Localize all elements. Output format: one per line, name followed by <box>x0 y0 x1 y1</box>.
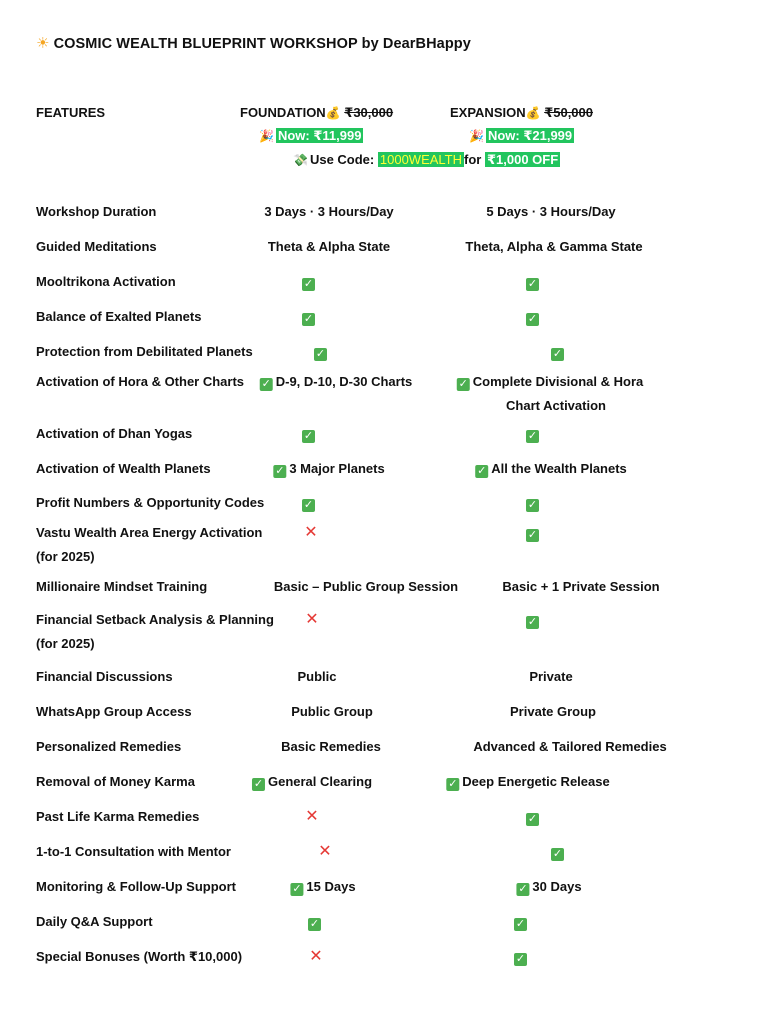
feature-label: Millionaire Mindset Training <box>36 579 208 594</box>
feature-label: Activation of Hora & Other Charts <box>36 374 245 389</box>
expansion-value: Private <box>529 669 573 684</box>
foundation-plan-header <box>240 105 393 121</box>
foundation-value: Basic Remedies <box>281 739 381 754</box>
check-icon: ✓ <box>527 278 538 290</box>
foundation-cell <box>305 809 318 825</box>
foundation-cell <box>302 309 318 326</box>
check-icon: ✓ <box>303 499 314 511</box>
check-icon: ✓ <box>253 778 264 790</box>
foundation-cell <box>302 495 318 512</box>
foundation-value: D-9, D-10, D-30 Charts <box>275 374 413 389</box>
feature-label: Special Bonuses (Worth ₹10,000) <box>36 949 243 964</box>
check-icon: ✓ <box>515 918 526 930</box>
feature-label: Daily Q&A Support <box>36 914 153 929</box>
expansion-cell <box>526 426 542 443</box>
foundation-cell <box>268 239 390 254</box>
cross-icon: ✕ <box>309 948 323 965</box>
check-icon: ✓ <box>527 499 538 511</box>
foundation-value: Basic – Public Group Session <box>273 579 459 594</box>
feature-label: Past Life Karma Remedies <box>36 809 200 824</box>
expansion-cell <box>526 309 542 326</box>
foundation-cell <box>305 612 318 628</box>
expansion-cell <box>457 374 643 391</box>
feature-label: Removal of Money Karma <box>36 774 195 789</box>
check-icon: ✓ <box>552 848 563 860</box>
expansion-cell <box>514 914 530 931</box>
foundation-cell <box>264 204 393 219</box>
promo-code-line: 💸 Use Code: 1000WEALTH for ₹1,000 OFF <box>293 152 559 167</box>
expansion-cell <box>475 461 627 478</box>
expansion-value: Advanced & Tailored Remedies <box>473 739 667 754</box>
check-icon: ✓ <box>527 813 538 825</box>
expansion-cell <box>465 239 642 254</box>
foundation-old-price: ₹30,000 <box>344 105 394 120</box>
expansion-cell <box>486 204 615 219</box>
check-icon: ✓ <box>275 465 285 477</box>
feature-label: Protection from Debilitated Planets <box>36 344 253 359</box>
expansion-cell <box>510 704 596 719</box>
feature-label: Guided Meditations <box>36 239 157 254</box>
features-header: FEATURES <box>36 105 106 120</box>
feature-label: 1-to-1 Consultation with Mentor <box>36 844 231 859</box>
check-icon: ✓ <box>552 348 563 360</box>
expansion-cell <box>526 612 542 629</box>
promo-discount: ₹1,000 OFF <box>486 152 559 167</box>
page-title: ☀ COSMIC WEALTH BLUEPRINT WORKSHOP by DearBHappy <box>36 35 471 52</box>
expansion-cell <box>526 274 542 291</box>
expansion-plan-header <box>450 105 593 121</box>
check-icon: ✓ <box>303 430 314 442</box>
feature-label: WhatsApp Group Access <box>36 704 192 719</box>
feature-label-line2: (for 2025) <box>36 636 95 651</box>
feature-label: Financial Setback Analysis & Planning <box>36 612 274 627</box>
expansion-value: All the Wealth Planets <box>491 461 627 476</box>
foundation-value: General Clearing <box>267 774 373 789</box>
check-icon: ✓ <box>303 278 314 290</box>
expansion-old-price: ₹50,000 <box>544 105 593 120</box>
party-popper-icon: 🎉 <box>259 129 274 143</box>
foundation-cell <box>252 774 372 791</box>
foundation-cell <box>314 344 330 361</box>
foundation-cell <box>318 844 331 860</box>
cross-icon: ✕ <box>318 843 332 860</box>
expansion-now-price: 🎉 Now: ₹21,999 <box>469 128 573 143</box>
cross-icon: ✕ <box>305 611 319 628</box>
foundation-value: Public Group <box>291 704 373 719</box>
check-icon: ✓ <box>527 430 538 442</box>
promo-code: 1000WEALTH <box>379 152 463 167</box>
expansion-value: Complete Divisional & Hora <box>472 374 644 389</box>
foundation-cell <box>297 669 336 684</box>
feature-label: Activation of Dhan Yogas <box>36 426 193 441</box>
money-bag-icon: 💰 <box>525 106 541 120</box>
money-with-wings-icon: 💸 <box>293 153 308 167</box>
expansion-cell <box>514 949 530 966</box>
expansion-plan-name: EXPANSION <box>450 105 526 120</box>
foundation-cell <box>281 739 381 754</box>
cross-icon: ✕ <box>305 808 319 825</box>
check-icon: ✓ <box>527 529 538 541</box>
check-icon: ✓ <box>292 883 302 895</box>
foundation-cell <box>260 374 413 391</box>
check-icon: ✓ <box>315 348 326 360</box>
check-icon: ✓ <box>448 778 458 790</box>
expansion-cell <box>526 525 542 542</box>
expansion-value: Deep Energetic Release <box>462 774 610 789</box>
feature-label: Balance of Exalted Planets <box>36 309 202 324</box>
foundation-cell <box>302 274 318 291</box>
feature-label: Financial Discussions <box>36 669 173 684</box>
foundation-value: Public <box>297 669 337 684</box>
feature-label-line2: (for 2025) <box>36 549 95 564</box>
foundation-cell <box>302 426 318 443</box>
money-bag-icon: 💰 <box>325 106 341 120</box>
feature-label: Vastu Wealth Area Energy Activation <box>36 525 263 540</box>
expansion-value: Theta, Alpha & Gamma State <box>465 239 643 254</box>
foundation-cell <box>273 461 384 478</box>
foundation-value: 15 Days <box>306 879 356 894</box>
check-icon: ✓ <box>477 465 487 477</box>
check-icon: ✓ <box>309 918 320 930</box>
foundation-cell <box>274 579 458 594</box>
foundation-cell <box>304 525 317 541</box>
foundation-cell <box>308 914 324 931</box>
cross-icon: ✕ <box>304 524 318 541</box>
expansion-cell <box>526 495 542 512</box>
foundation-now-price: 🎉 Now: ₹11,999 <box>259 128 362 143</box>
feature-label: Profit Numbers & Opportunity Codes <box>36 495 265 510</box>
expansion-value: 5 Days · 3 Hours/Day <box>486 204 616 219</box>
expansion-cell <box>446 774 609 791</box>
foundation-value: Theta & Alpha State <box>267 239 391 254</box>
expansion-cell <box>551 344 567 361</box>
expansion-value: 30 Days <box>532 879 582 894</box>
check-icon: ✓ <box>515 953 526 965</box>
check-icon: ✓ <box>261 378 271 390</box>
check-icon: ✓ <box>527 616 538 628</box>
feature-label: Activation of Wealth Planets <box>36 461 211 476</box>
foundation-cell <box>291 704 373 719</box>
expansion-value: Basic + 1 Private Session <box>502 579 660 594</box>
foundation-value: 3 Days · 3 Hours/Day <box>264 204 394 219</box>
check-icon: ✓ <box>303 313 314 325</box>
foundation-cell <box>309 949 322 965</box>
expansion-cell <box>526 809 542 826</box>
expansion-cell <box>473 739 666 754</box>
foundation-value: 3 Major Planets <box>289 461 385 476</box>
foundation-plan-name: FOUNDATION <box>240 105 326 120</box>
expansion-cell <box>516 879 581 896</box>
party-popper-icon: 🎉 <box>469 129 484 143</box>
check-icon: ✓ <box>527 313 538 325</box>
expansion-cell <box>551 844 567 861</box>
expansion-cell <box>502 579 659 594</box>
expansion-value: Private Group <box>510 704 596 719</box>
feature-label: Monitoring & Follow-Up Support <box>36 879 237 894</box>
foundation-cell <box>290 879 355 896</box>
feature-label: Workshop Duration <box>36 204 157 219</box>
feature-label: Personalized Remedies <box>36 739 182 754</box>
check-icon: ✓ <box>518 883 528 895</box>
feature-label: Mooltrikona Activation <box>36 274 176 289</box>
check-icon: ✓ <box>458 378 468 390</box>
expansion-cell <box>529 669 572 684</box>
sun-icon: ☀ <box>36 35 50 52</box>
expansion-value-line2: Chart Activation <box>506 398 606 413</box>
